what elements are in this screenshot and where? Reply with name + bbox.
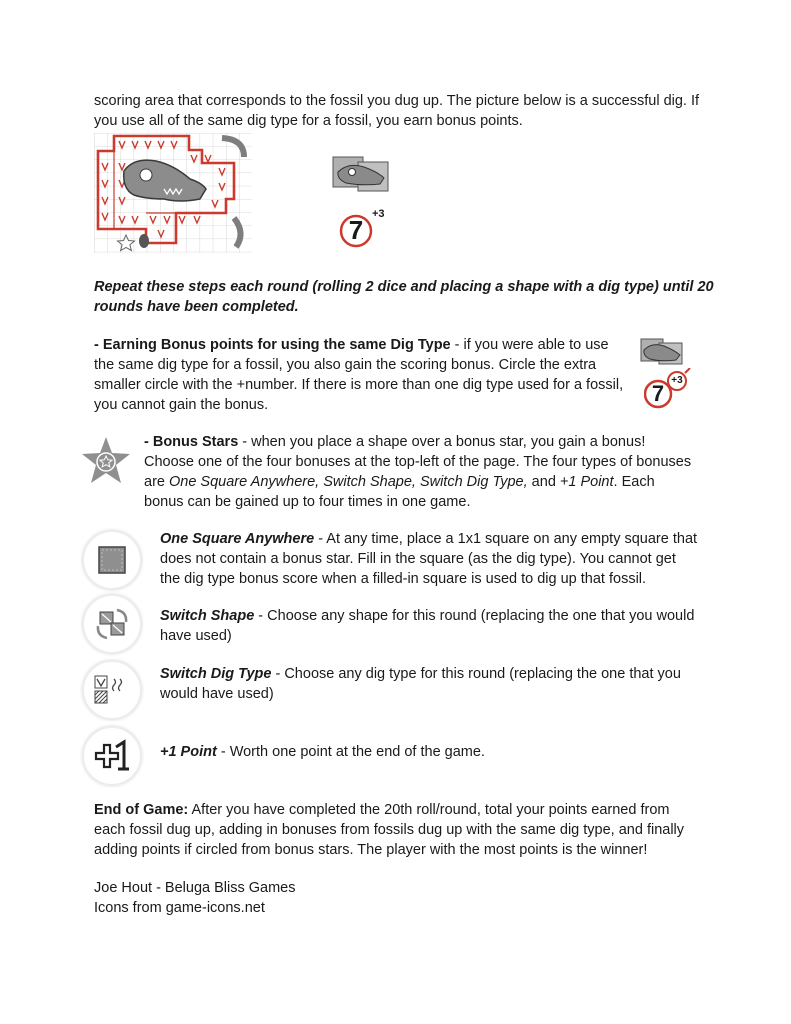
credits [94, 878, 494, 918]
switch-shape-title: Switch Shape [160, 608, 255, 624]
example-bonus-value: +3 [372, 208, 385, 220]
switch-dig-type-icon [82, 660, 142, 720]
repeat-instructions: Repeat these steps each round (rolling 2 dice and placing a shape with a dig type) until 20 rounds have been completed. [94, 279, 714, 315]
bonus-points-title: - Earning Bonus points for using the same Dig Type [94, 337, 451, 353]
bonus-stars-paragraph [144, 432, 694, 512]
plus-one-paragraph [160, 742, 700, 762]
bonus-points-text: - if you were able to use the same dig type for a fossil, you also gain the scoring bonus. Circle the extra smaller circle with the +number. If there is more than one dig type used for a fossil, you cannot gain the bonus. [94, 337, 624, 413]
intro-line-1: scoring area that corresponds to the fossil you dug up. The picture below is a successful dig. If [94, 93, 700, 109]
end-of-game-title: End of Game: [94, 802, 189, 818]
bonus-stars-text-1: - when you place a shape over a bonus star, you gain a bonus! Choose one of the four bonuses at the top-left of the page. The four types of bonuses are [144, 434, 692, 490]
plus-one-text: - Worth one point at the end of the game. [216, 744, 485, 760]
switch-shape-text: - Choose any shape for this round (replacing the one that you would have used) [160, 608, 695, 644]
plus-one-title: +1 Point [160, 744, 217, 760]
end-of-game-text: After you have completed the 20th roll/round, total your points earned from each fossil dug up, adding in bonuses from fossils dug up with the same dig type, and finally adding points if circled from bonus stars. The player with the most points is the winner! [94, 802, 685, 858]
bonus-types-list: One Square Anywhere, Switch Shape, Switch Dig Type, [169, 474, 528, 490]
bonus-stars-title: - Bonus Stars [144, 434, 239, 450]
switch-shape-paragraph [160, 606, 700, 646]
example-dig-board [94, 133, 252, 253]
fossil-card-icon [332, 156, 390, 192]
switch-dig-type-text: - Choose any dig type for this round (replacing the one that you would have used) [160, 666, 681, 702]
bonus-score-circle [644, 368, 692, 410]
switch-dig-type-paragraph [160, 664, 700, 704]
credits-author: Joe Hout - Beluga Bliss Games [94, 880, 296, 896]
bonus-stars-text-2: . Each bonus can be gained up to four times in one game. [144, 474, 655, 510]
intro-paragraph [94, 91, 734, 131]
example-score-circle [338, 208, 385, 250]
switch-shape-icon [82, 594, 142, 654]
end-of-game-paragraph [94, 800, 704, 860]
bonus-plus-one: +1 Point [559, 474, 614, 490]
bonus-star-icon [80, 435, 132, 485]
one-square-icon [82, 530, 142, 590]
bonus-stars-and: and [527, 474, 560, 490]
intro-line-2: you use all of the same dig type for a fossil, you earn bonus points. [94, 113, 523, 129]
bonus-score-value: 7 [651, 381, 665, 406]
switch-dig-type-title: Switch Dig Type [160, 666, 272, 682]
bonus-points-paragraph [94, 335, 629, 415]
example-score-value: 7 [348, 215, 364, 245]
small-fossil-card-icon [640, 338, 684, 366]
bonus-score-bonus: +3 [671, 375, 683, 386]
one-square-title: One Square Anywhere [160, 531, 315, 547]
one-square-text: - At any time, place a 1x1 square on any empty square that does not contain a bonus star. Fill in the square (as the dig type). You cannot get the dig type bonus score when a filled-in square is used to dig up that fossil. [160, 531, 698, 587]
plus-one-icon [82, 726, 142, 786]
one-square-paragraph [160, 529, 700, 589]
grenade-icon [139, 234, 149, 248]
credits-icons: Icons from game-icons.net [94, 900, 265, 916]
